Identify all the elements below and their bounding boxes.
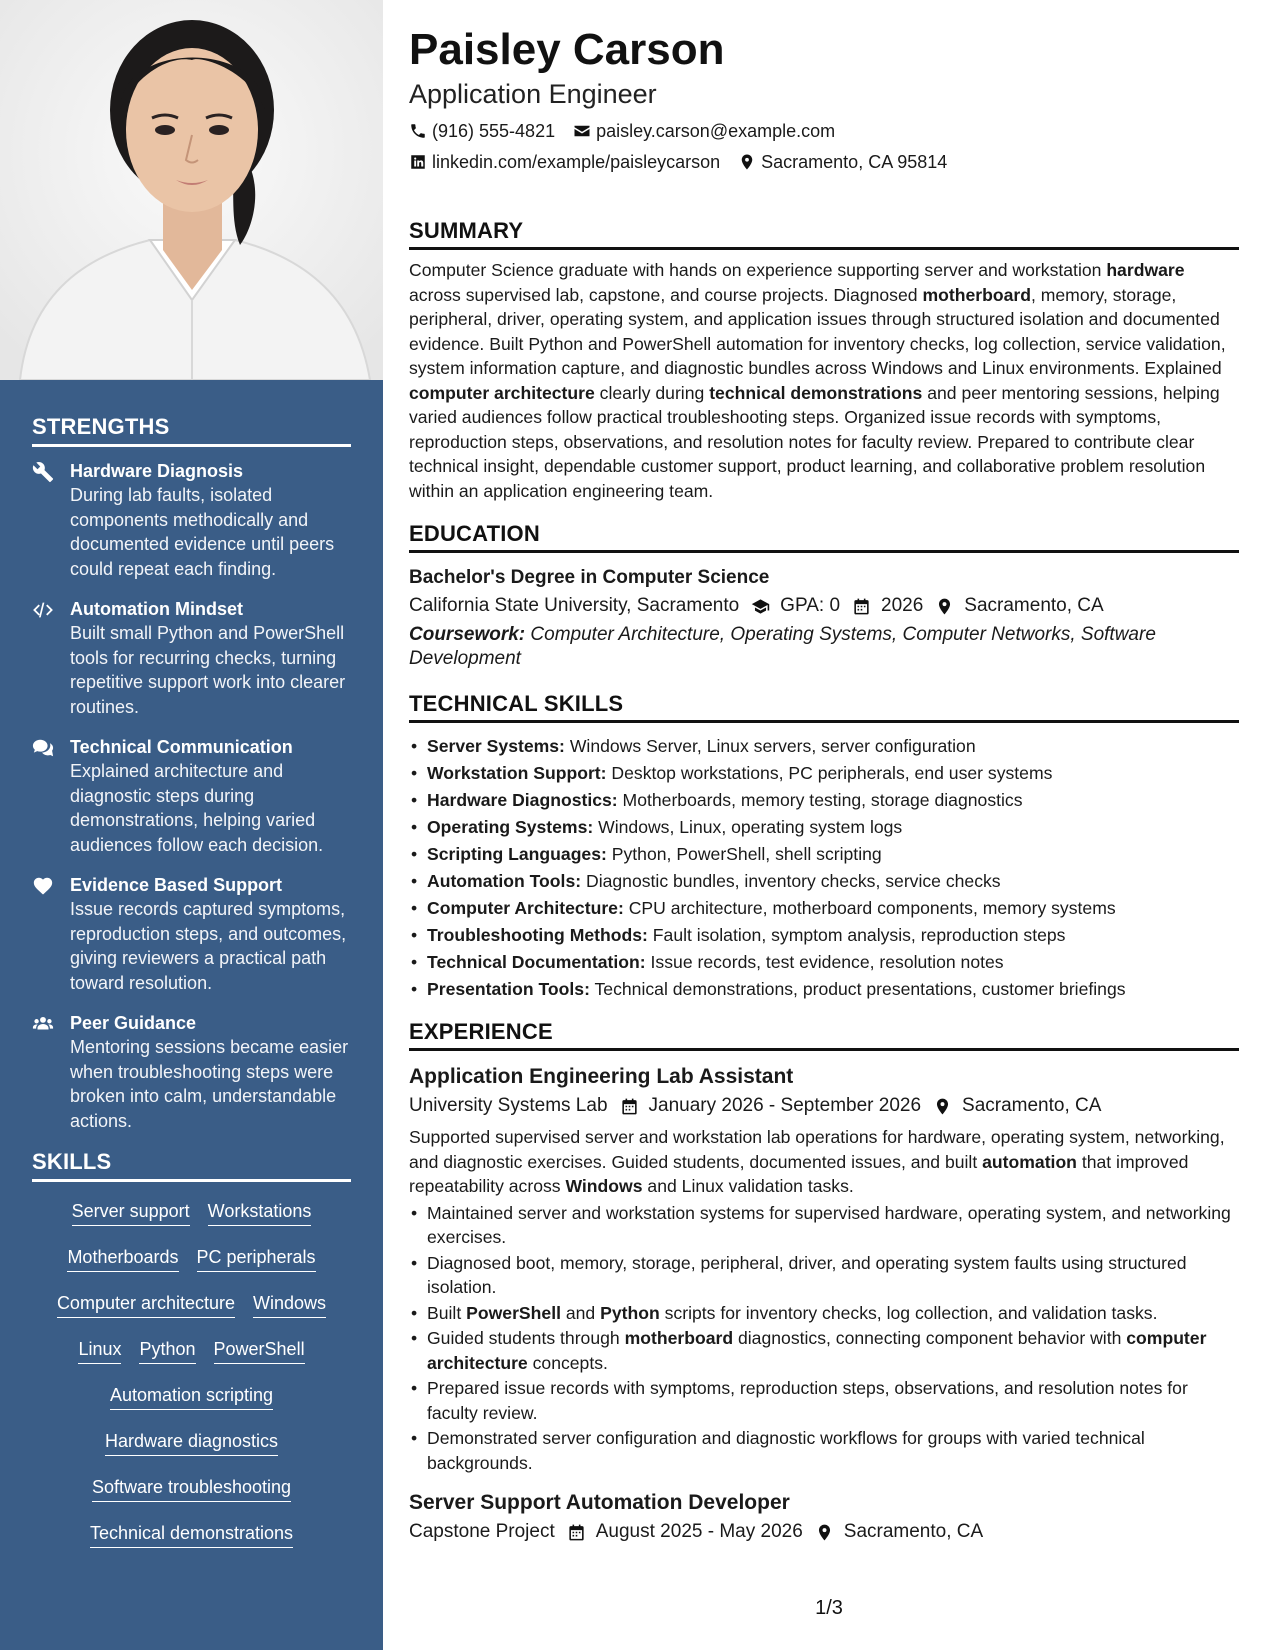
technical-skills-heading: TECHNICAL SKILLS xyxy=(409,691,1239,723)
main-content xyxy=(409,0,1239,1547)
skill-tag: Python xyxy=(139,1338,195,1364)
strength-item xyxy=(32,873,351,995)
map-pin-icon xyxy=(738,153,756,171)
strength-text: Issue records captured symptoms, reproduction steps, and outcomes, giving reviewers a practical path toward resolution. xyxy=(70,899,347,993)
sidebar-panel xyxy=(0,380,383,1650)
map-pin-icon xyxy=(935,597,954,616)
chat-icon xyxy=(32,735,70,857)
list-item: • Operating Systems: Windows, Linux, operating system logs xyxy=(409,814,1239,841)
gpa: GPA: 0 xyxy=(751,591,840,621)
job-description: Supported supervised server and workstation lab operations for hardware, operating system, networking, and diagnostic exercises. Guided students, documented issues, and built automation that improved repeatability across Windows and Linux validation tasks. xyxy=(409,1127,1225,1196)
job-meta xyxy=(409,1517,1239,1547)
job-meta xyxy=(409,1091,1239,1121)
strength-item xyxy=(32,1011,351,1133)
skill-tag: Linux xyxy=(78,1338,121,1364)
page-number: 1/3 xyxy=(815,1597,843,1619)
candidate-name: Paisley Carson xyxy=(409,25,725,74)
profile-photo xyxy=(0,0,383,380)
strength-title: Hardware Diagnosis xyxy=(70,461,244,481)
strengths-heading: STRENGTHS xyxy=(32,414,351,447)
summary-heading: SUMMARY xyxy=(409,218,1239,250)
linkedin-icon xyxy=(409,153,427,171)
list-item: • Technical Documentation: Issue records, test evidence, resolution notes xyxy=(409,949,1239,976)
phone-text: (916) 555-4821 xyxy=(432,121,556,141)
location-text: Sacramento, CA 95814 xyxy=(761,152,948,172)
calendar-icon xyxy=(852,597,871,616)
experience-heading: EXPERIENCE xyxy=(409,1019,1239,1051)
list-item: • Workstation Support: Desktop workstations, PC peripherals, end user systems xyxy=(409,760,1239,787)
list-item: • Automation Tools: Diagnostic bundles, inventory checks, service checks xyxy=(409,868,1239,895)
job-bullets xyxy=(409,1201,1239,1476)
contact-row xyxy=(409,119,1239,143)
school-name: California State University, Sacramento xyxy=(409,595,740,616)
users-icon xyxy=(32,1011,70,1133)
calendar-icon xyxy=(620,1097,639,1116)
job-org: University Systems Lab xyxy=(409,1095,608,1116)
skill-tag-row xyxy=(32,1292,351,1318)
email-text: paisley.carson@example.com xyxy=(596,121,836,141)
graduation-year: 2026 xyxy=(852,591,923,621)
job-location: Sacramento, CA xyxy=(933,1091,1101,1121)
skill-tag: Server support xyxy=(72,1200,190,1226)
degree-title: Bachelor's Degree in Computer Science xyxy=(409,567,770,588)
list-item: • Server Systems: Windows Server, Linux servers, server configuration xyxy=(409,733,1239,760)
strength-text: Mentoring sessions became easier when troubleshooting steps were broken into calm, understandable actions. xyxy=(70,1037,349,1131)
strength-title: Technical Communication xyxy=(70,737,293,757)
skill-tag: Technical demonstrations xyxy=(90,1522,293,1548)
strength-title: Automation Mindset xyxy=(70,599,243,619)
summary-text: Computer Science graduate with hands on experience supporting server and workstation hardware across supervised lab, capstone, and course projects. Diagnosed motherboard, memory, storage, peripheral, driver, operating system, and application issues through structured isolation and documented evidence. Built Python and PowerShell automation for inventory checks, log collection, service validation, system information capture, and diagnostic bundles across Windows and Linux environments. Explained computer architecture clearly during technical demonstrations and peer mentoring sessions, helping varied audiences follow practical troubleshooting steps. Organized issue records with symptoms, reproduction steps, observations, and resolution notes for faculty review. Prepared to contribute clear technical insight, dependable customer support, product learning, and collaborative problem resolution within an application engineering team. xyxy=(409,260,1226,501)
graduation-cap-icon xyxy=(751,597,770,616)
skill-tag-row xyxy=(32,1200,351,1226)
skill-tags xyxy=(32,1194,351,1548)
skill-tag: Motherboards xyxy=(67,1246,178,1272)
skill-tag: PowerShell xyxy=(214,1338,305,1364)
skill-tag-row xyxy=(32,1476,351,1502)
technical-skills-list xyxy=(409,733,1239,1003)
education-heading: EDUCATION xyxy=(409,521,1239,553)
list-item: • Scripting Languages: Python, PowerShell, shell scripting xyxy=(409,841,1239,868)
job-dates: August 2025 - May 2026 xyxy=(567,1517,803,1547)
skills-heading: SKILLS xyxy=(32,1149,351,1182)
list-item: • Troubleshooting Methods: Fault isolation, symptom analysis, reproduction steps xyxy=(409,922,1239,949)
skill-tag-row xyxy=(32,1338,351,1364)
phone-icon xyxy=(409,122,427,140)
list-item: • Demonstrated server configuration and diagnostic workflows for groups with varied technical backgrounds. xyxy=(409,1426,1239,1475)
list-item: • Diagnosed boot, memory, storage, peripheral, driver, and operating system faults using structured isolation. xyxy=(409,1251,1239,1300)
list-item: • Guided students through motherboard diagnostics, connecting component behavior with computer architecture concepts. xyxy=(409,1326,1239,1375)
education-meta xyxy=(409,591,1239,621)
list-item: • Computer Architecture: CPU architecture, motherboard components, memory systems xyxy=(409,895,1239,922)
location-contact xyxy=(738,150,947,174)
coursework: Coursework: Computer Architecture, Operating Systems, Computer Networks, Software Development xyxy=(409,624,1156,669)
skill-tag: PC peripherals xyxy=(197,1246,316,1272)
list-item: • Presentation Tools: Technical demonstrations, product presentations, customer briefings xyxy=(409,976,1239,1003)
profile-photo-illustration xyxy=(0,0,383,380)
phone-contact[interactable] xyxy=(409,119,555,143)
school-location: Sacramento, CA xyxy=(935,591,1103,621)
email-contact[interactable] xyxy=(573,119,835,143)
sidebar xyxy=(0,0,383,1650)
map-pin-icon xyxy=(933,1097,952,1116)
job-org: Capstone Project xyxy=(409,1521,555,1542)
job-title: Server Support Automation Developer xyxy=(409,1491,790,1514)
wrench-icon xyxy=(32,459,70,581)
strength-text: Explained architecture and diagnostic steps during demonstrations, helping varied audiences follow each decision. xyxy=(70,761,324,855)
strength-text: During lab faults, isolated components methodically and documented evidence until peers could repeat each finding. xyxy=(70,485,335,579)
envelope-icon xyxy=(573,122,591,140)
contact-row xyxy=(409,150,1239,174)
skill-tag-row xyxy=(32,1384,351,1410)
candidate-role: Application Engineer xyxy=(409,79,657,109)
skill-tag: Automation scripting xyxy=(110,1384,273,1410)
map-pin-icon xyxy=(815,1523,834,1542)
heart-icon xyxy=(32,873,70,995)
job-dates: January 2026 - September 2026 xyxy=(620,1091,922,1121)
linkedin-text: linkedin.com/example/paisleycarson xyxy=(432,152,721,172)
strength-item xyxy=(32,597,351,719)
job-title: Application Engineering Lab Assistant xyxy=(409,1065,794,1088)
list-item: • Prepared issue records with symptoms, reproduction steps, observations, and resolution notes for faculty review. xyxy=(409,1376,1239,1425)
skill-tag: Windows xyxy=(253,1292,326,1318)
skill-tag: Hardware diagnostics xyxy=(105,1430,278,1456)
skill-tag-row xyxy=(32,1246,351,1272)
calendar-icon xyxy=(567,1523,586,1542)
strength-item xyxy=(32,735,351,857)
skill-tag-row xyxy=(32,1522,351,1548)
list-item: • Hardware Diagnostics: Motherboards, memory testing, storage diagnostics xyxy=(409,787,1239,814)
skill-tag: Software troubleshooting xyxy=(92,1476,291,1502)
strength-text: Built small Python and PowerShell tools for recurring checks, turning repetitive support work into clearer routines. xyxy=(70,623,346,717)
code-icon xyxy=(32,597,70,719)
list-item: • Built PowerShell and Python scripts for inventory checks, log collection, and validation tasks. xyxy=(409,1301,1239,1326)
strength-title: Evidence Based Support xyxy=(70,875,283,895)
skill-tag: Workstations xyxy=(208,1200,312,1226)
job-location: Sacramento, CA xyxy=(815,1517,983,1547)
list-item: • Maintained server and workstation systems for supervised hardware, operating system, and networking exercises. xyxy=(409,1201,1239,1250)
linkedin-contact[interactable] xyxy=(409,150,720,174)
strength-title: Peer Guidance xyxy=(70,1013,197,1033)
skill-tag-row xyxy=(32,1430,351,1456)
skill-tag: Computer architecture xyxy=(57,1292,235,1318)
strength-item xyxy=(32,459,351,581)
